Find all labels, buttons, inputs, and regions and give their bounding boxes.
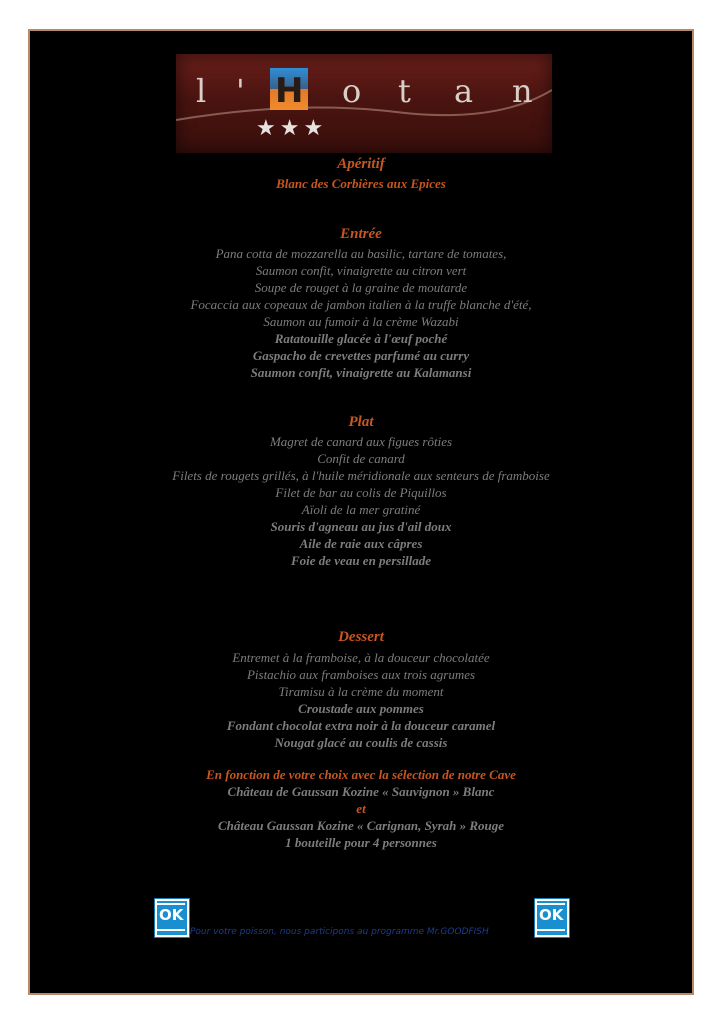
badge-stripe — [537, 903, 565, 905]
entree-item: Soupe de rouget à la graine de moutarde — [254, 280, 468, 295]
plat-item: Filet de bar au colis de Piquillos — [275, 485, 447, 500]
plat-item: Souris d'agneau au jus d'ail doux — [270, 519, 452, 534]
plat-item: Aïoli de la mer gratiné — [301, 502, 421, 517]
hotel-logo — [176, 54, 552, 153]
dessert-item: Croustade aux pommes — [298, 701, 424, 716]
logo-letter: a — [454, 72, 474, 110]
entree-item: Focaccia aux copeaux de jambon italien à la truffe blanche d'été, — [190, 297, 532, 312]
entree-item: Gaspacho de crevettes parfumé au curry — [252, 348, 470, 363]
entree-item: Saumon confit, vinaigrette au citron vert — [255, 263, 467, 278]
logo-letter: n — [512, 72, 533, 110]
wine-ratio: 1 bouteille pour 4 personnes — [285, 835, 437, 850]
plat-item: Foie de veau en persillade — [290, 553, 432, 568]
logo-wordmark — [190, 72, 550, 112]
dessert-item: Entremet à la framboise, à la douceur chocolatée — [232, 650, 490, 665]
plat-item: Filets de rougets grillés, à l'huile méridionale aux senteurs de framboise — [172, 468, 550, 483]
logo-h-letter: H — [275, 71, 304, 111]
section-title-aperitif: Apéritif — [337, 156, 385, 172]
section-title-plat: Plat — [348, 414, 374, 430]
dessert-item: Fondant chocolat extra noir à la douceur caramel — [226, 718, 496, 733]
plat-item: Aile de raie aux câpres — [299, 536, 423, 551]
dessert-item: Pistachio aux framboises aux trois agrumes — [246, 667, 476, 682]
goodfish-badge-label: OK — [159, 906, 184, 924]
logo-h-block — [270, 68, 308, 110]
logo-letter: l — [196, 72, 207, 110]
star-rating: ★★★ — [256, 116, 328, 141]
entree-item: Ratatouille glacée à l'œuf poché — [274, 331, 448, 346]
logo-letter: o — [342, 72, 362, 110]
logo-letter: t — [398, 72, 411, 110]
dessert-item: Nougat glacé au coulis de cassis — [274, 735, 448, 750]
goodfish-logo-left — [154, 898, 190, 938]
wine-intro: En fonction de votre choix avec la sélection de notre Cave — [206, 767, 516, 782]
entree-item: Saumon confit, vinaigrette au Kalamansi — [250, 365, 472, 380]
badge-stripe — [157, 929, 185, 931]
entree-item: Saumon au fumoir à la crème Wazabi — [263, 314, 459, 329]
wine-red: Château Gaussan Kozine « Carignan, Syrah » Rouge — [217, 818, 505, 833]
wine-connector: et — [356, 801, 366, 816]
wine-white: Château de Gaussan Kozine « Sauvignon » Blanc — [227, 784, 495, 799]
goodfish-badge-label: OK — [539, 906, 564, 924]
goodfish-notice: Pour votre poisson, nous participons au programme Mr.GOODFISH — [190, 927, 489, 937]
plat-item: Magret de canard aux figues rôties — [269, 434, 453, 449]
plat-item: Confit de canard — [317, 451, 405, 466]
section-title-dessert: Dessert — [338, 629, 384, 645]
dessert-item: Tiramisu à la crème du moment — [278, 684, 444, 699]
aperitif-item: Blanc des Corbières aux Epices — [276, 176, 446, 191]
badge-stripe — [537, 929, 565, 931]
badge-stripe — [157, 903, 185, 905]
section-title-entree: Entrée — [340, 226, 382, 242]
goodfish-logo-right — [534, 898, 570, 938]
logo-letter: ' — [236, 72, 245, 110]
entree-item: Pana cotta de mozzarella au basilic, tartare de tomates, — [215, 246, 507, 261]
